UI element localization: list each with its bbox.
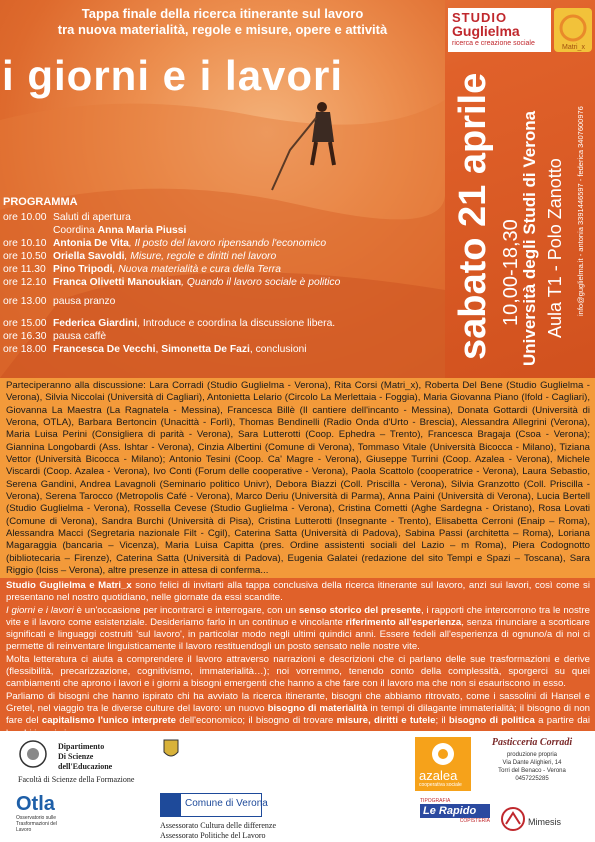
logo-studio: STUDIO xyxy=(452,10,508,25)
facolta-label: Facoltà di Scienze della Formazione xyxy=(18,775,135,784)
event-venue-university: Università degli Studi di Verona xyxy=(520,110,539,366)
program-row: ore 10.50 Oriella Savoldi, Misure, regole e diritti nel lavoro xyxy=(3,251,277,262)
program-row: ore 11.30 Pino Tripodi, Nuova materialità e cura della Terra xyxy=(3,264,281,275)
program-row: ore 18.00 Francesca De Vecchi, Simonetta De Fazi, conclusioni xyxy=(3,344,307,355)
comune-logo: Comune di Verona xyxy=(160,793,262,817)
azalea-logo: azalea cooperativa sociale xyxy=(415,737,471,791)
programma-title: PROGRAMMA xyxy=(3,196,78,208)
logo-guglielma: Guglielma xyxy=(452,23,520,39)
program-row: ore 15.00 Federica Giardini, Introduce e coordina la discussione libera. xyxy=(3,318,336,329)
intro-p2: I giorni e i lavori è un'occasione per incontrarci e interrogare, con un senso storico del presente, i rapporti che intercorrono tra le nostre vite e il lavoro come esistenziale. Desideriamo farlo in un continuo e vincolante riferimento all'esperienza, senza rinunciare a scorticare significati e linguaggi costruiti 'sul lavoro', in particolar modo negli ultimi quindici anni. Essere fedeli all'esperienza di ognuno/a di noi ci permette di reinventare linguisticamente il lavoro restituendogli un posto sensato nelle nostre vite. xyxy=(6,604,590,653)
comune-crest-icon xyxy=(162,738,180,760)
pasticceria-logo: Pasticceria Corradi produzione propria Via Dante Alighieri, 14 Torri del Benaco - Verona 0457225285 xyxy=(491,737,573,782)
event-date: sabato 21 aprile xyxy=(452,72,494,360)
university-seal-icon xyxy=(18,739,48,769)
dept-name: Dipartimento Di Scienze dell'Educazione xyxy=(58,742,113,771)
otla-logo: Otla xyxy=(16,793,55,815)
program-row: ore 10.10 Antonia De Vita, Il posto del lavoro ripensando l'economico xyxy=(3,238,327,249)
hero-section xyxy=(0,0,595,378)
participants-text: Parteciperanno alla discussione: Lara Corradi (Studio Guglielma - Verona), Rita Corsi (Matri_x), Roberta Del Bene (Studio Guglielma - Verona), Silvia Niccolai (Università di Cagliari), Antonietta Lelario (Circolo La Merlettaia - Foggia), Maria Giovanna Piano (Ifold - Cagliari), Giovanna La Maestra (La Ragnatela - Messina), Francesca Billè (Il cantiere dell'incanto - Messina), Donata Gottardi (Università di Verona, OTLA), Barbara Bertoncin (Unacittà - Forlì), Thomas Bendinelli (Radio Onda d'Urto - Brescia), Alessandra Allegrini (Verona), Maria Luisa Perini (Consigliera di parità - Verona), Sara Lutterotti (Coop. Ephedra – Trento), Francesca Bragaja (Csoa - Verona); Giannina Longobardi (Ass. Ishtar - Verona), Cinzia Albertini (Comune di Verona), Tommaso Vitale (Università Bicocca - Milano), Tiziana Vettor (Università Bicocca - Milano); Antonio Tesini (Coop. Ca' Magre - Verona), Giuseppe Turrini (Coop. Azalea - Verona), Michele Viscardi (Coop. Azalea - Verona), Ivo Conti (Forum delle cooperative - Verona), Paola Scattolo (cooperatrice - Verona), Laura Sebastio, Serena Gandini, Andrea Lavagnoli (Seminario politico Univr), Debora Biazzi (Coll. Priscilla - Verona), Silvia Granzotto (Coll. Priscilla - Verona), Serena Tarocco (Metropolis Café - Verona), Marco Deriu (Università di Parma), Anna Paini (Università di Verona), Lucia Bertell (Studio Guglielma - Verona), Rossella Cevese (Studio Guglielma - Verona), Cristina Cometti (Aghe Sardegna - Oristano), Rosa Lovati (Comune di Verona), Sandra Burchi (Università di Pisa), Cristina Lutterotti (Insegnante - Trento), Elisabetta Cerroni (Enaip – Roma), Alessandra Macci (Segretaria nazionale Filt - Cgil), Caterina Satta (Università di Padova), Sabina Passi (architetta – Roma), Loriana Magaraggia (bancaria – Vicenza), Maria Luisa Capitta (pres. Ordine assistenti sociali del Lazio – m Roma), Piera Codognotto (bibliotecaria – Firenze), Caterina Satta (Università di Padova), Eugenia Galatei (redazione del sito Tempi e Spazi – Toscana), Sara Riggio (Iciss – Verona), altre presenze in attesa di conferma... xyxy=(6,380,590,577)
sponsors-footer xyxy=(0,731,595,842)
mimesis-label: Mimesis xyxy=(528,817,561,827)
matrix-logo xyxy=(554,8,592,52)
svg-text:Matri_x: Matri_x xyxy=(562,44,585,51)
event-time: 10,00-18,30 xyxy=(500,219,522,326)
header-line-2: tra nuova materialità, regole e misure, opere e attività xyxy=(57,22,388,37)
page-title: i giorni e i lavori xyxy=(2,52,344,99)
assessorato-2: Assessorato Politiche del Lavoro xyxy=(160,831,266,840)
mimesis-icon xyxy=(500,806,526,832)
intro-text xyxy=(6,580,590,740)
otla-subtitle: Osservatorio sulle Trasformazioni del Lavoro xyxy=(16,815,57,833)
event-contacts: info@guglielma.it - antonia 3391446597 - federica 3407600976 xyxy=(576,106,585,316)
program-row: ore 16.30 pausa caffè xyxy=(3,331,107,342)
program-row: Coordina Anna Maria Piussi xyxy=(53,225,187,236)
intro-p3: Molta letteratura ci aiuta a comprendere il lavoro attraverso narrazioni e descrizioni che ci parlano delle sue trasformazioni e derive (flessibilità, precarizzazione, cognitivismo, immaterialità…); noi vorremmo, tenendo conto della complessità, sporgerci su quei cambiamenti che aprono i lavori e i giorni a bisogni emergenti che hanno a che fare con il lavoro ma che non si esauriscono in esso. xyxy=(6,653,590,690)
assessorato-1: Assessorato Cultura delle differenze xyxy=(160,821,277,830)
event-venue-room: Aula T1 - Polo Zanotto xyxy=(545,158,565,338)
intro-p4: Parliamo di bisogni che hanno ispirato chi ha avviato la ricerca itinerante, bisogni che abbiamo ritrovato, come i sassolini di Hansel e Gretel, nel viaggio tra le diverse culture del lavoro: un nuovo bisogno di materialità in tempi di dilagante immaterialità; il bisogno di non fare del capitalismo l'unico interprete dell'economico; il bisogno di trovare misure, diritti e tutele; il bisogno di politica a partire dai xyxy=(6,690,591,727)
logo-tagline: ricerca e creazione sociale xyxy=(452,40,535,47)
rapido-logo: TIPOGRAFIA Le Rapido COPISTERIA xyxy=(420,798,490,824)
studio-guglielma-logo xyxy=(448,8,551,52)
program-row: ore 13.00 pausa pranzo xyxy=(3,296,116,307)
program-row: ore 10.00 Saluti di apertura xyxy=(3,212,131,223)
header-line-1: Tappa finale della ricerca itinerante sul lavoro xyxy=(81,6,364,21)
intro-p1: Studio Guglielma e Matri_x sono felici di invitarti alla tappa conclusiva della ricerca itinerante sul lavoro, anzi sui lavori, così come si presentano nel nostro quotidiano, nelle giornate da essi scandite. xyxy=(6,580,590,604)
program-row: ore 12.10 Franca Olivetti Manoukian, Quando il lavoro sociale è politico xyxy=(3,277,341,288)
